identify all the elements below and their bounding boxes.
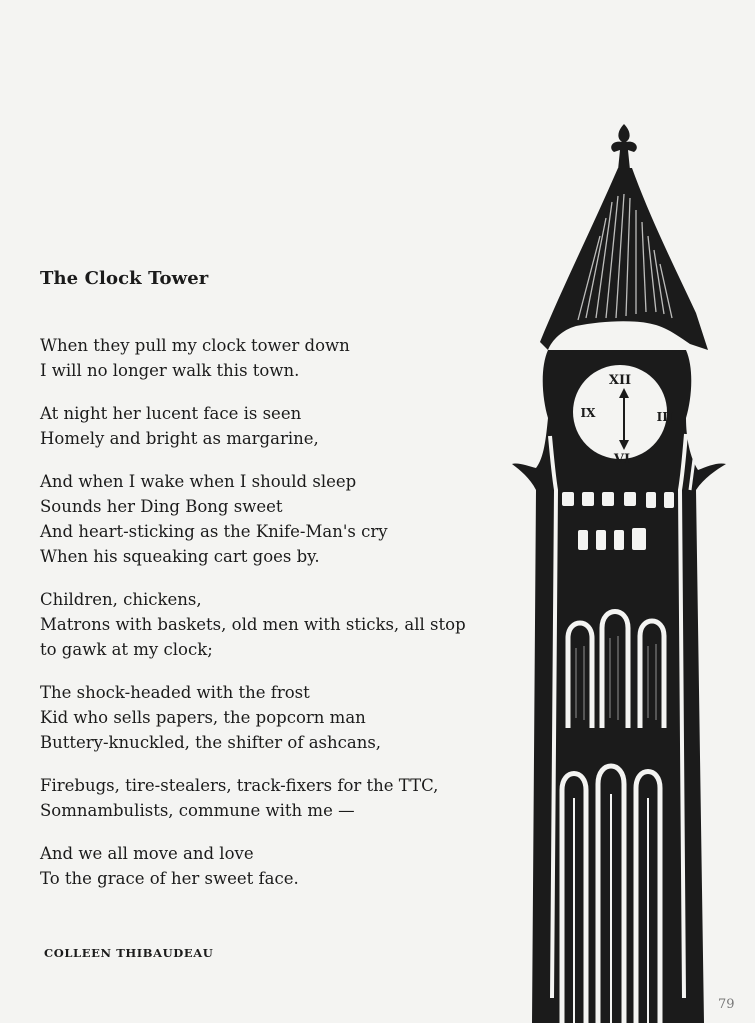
poem-line: To the grace of her sweet face. [40,869,299,888]
poem-line: Homely and bright as margarine, [40,429,319,448]
poem-line: When his squeaking cart goes by. [40,547,320,566]
poem-line: And heart-sticking as the Knife-Man's cry [40,522,388,541]
numeral-9: IX [580,406,596,420]
stanza [40,333,510,383]
poem-line: Children, chickens, [40,590,202,609]
poem-line: Somnambulists, commune with me — [40,801,355,820]
poem-line: Sounds her Ding Bong sweet [40,497,283,516]
stanza [40,401,510,451]
clock-tower-illustration [500,118,740,1023]
poem-line: Firebugs, tire-stealers, track-fixers for the TTC, [40,776,439,795]
page-number: 79 [718,997,735,1012]
poem-line: When they pull my clock tower down [40,336,350,355]
stanza [40,773,510,823]
poem-body [40,333,510,909]
poem-title: The Clock Tower [40,268,209,289]
poem-line: And we all move and love [40,844,254,863]
stanza [40,680,510,755]
numeral-12: XII [608,373,632,388]
finial [611,124,637,170]
poem-line: to gawk at my clock; [40,640,213,659]
poem-line: I will no longer walk this town. [40,361,300,380]
numeral-3: III [656,410,674,424]
numeral-6: VI [613,452,631,467]
poem-line: Buttery-knuckled, the shifter of ashcans, [40,733,382,752]
spire-roof [540,168,708,350]
author-name: COLLEEN THIBAUDEAU [44,946,214,960]
poem-line: At night her lucent face is seen [40,404,302,423]
poem-line: Kid who sells papers, the popcorn man [40,708,366,727]
stanza [40,841,510,891]
stanza [40,587,510,662]
stanza [40,469,510,569]
poem-line: The shock-headed with the frost [40,683,310,702]
poem-line: And when I wake when I should sleep [40,472,357,491]
poem-line: Matrons with baskets, old men with sticks, all stop [40,615,466,634]
